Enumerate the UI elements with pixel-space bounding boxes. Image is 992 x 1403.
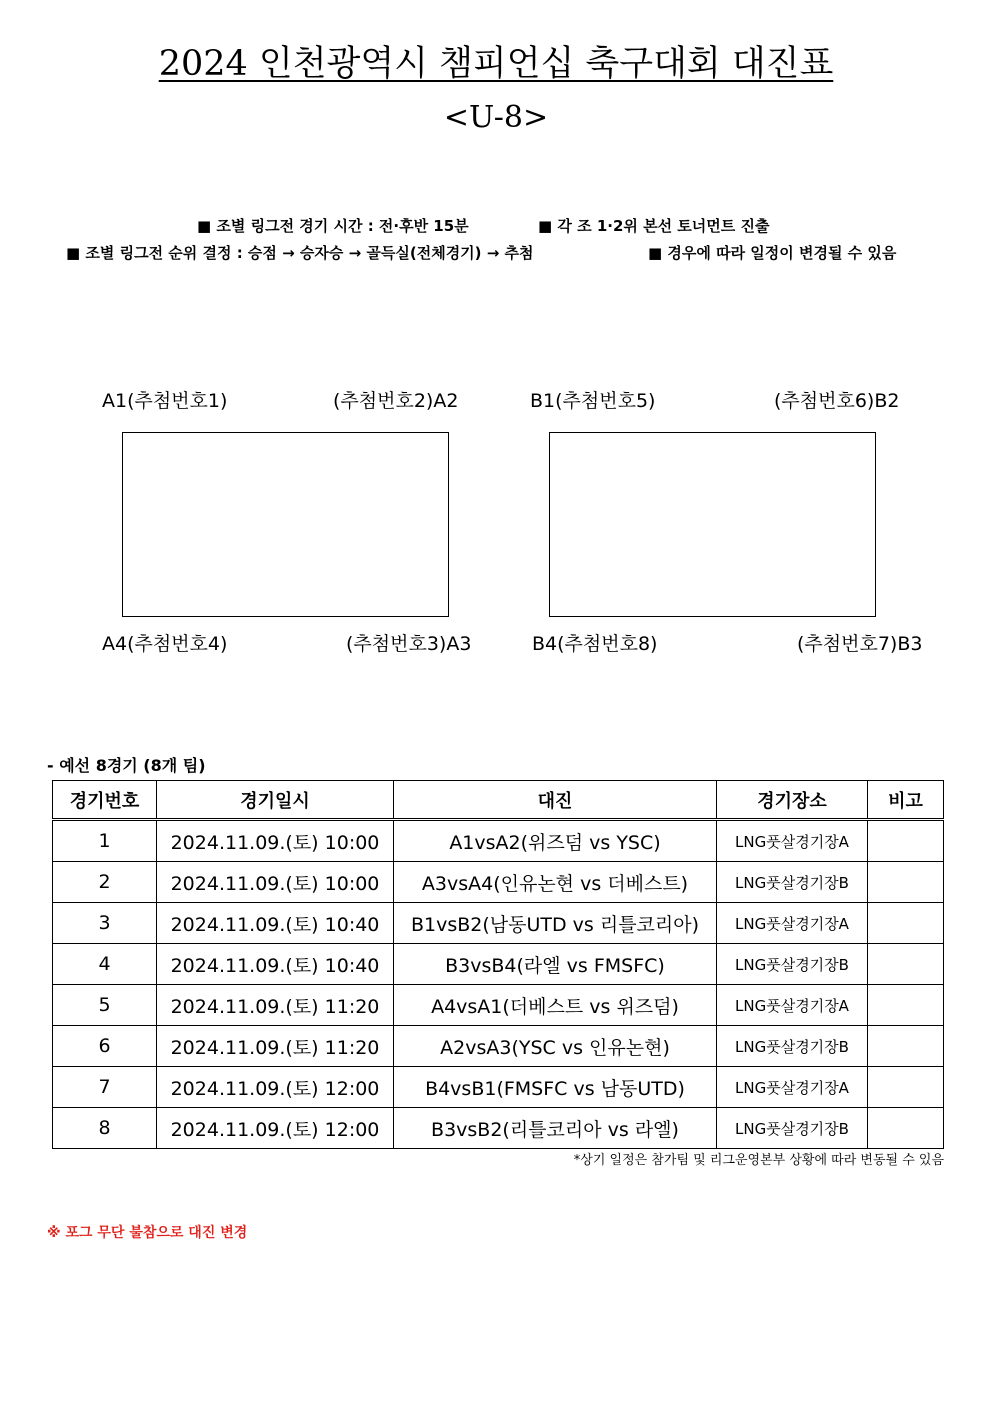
header-remarks: 비고 xyxy=(868,781,944,820)
remarks-cell xyxy=(868,985,944,1026)
forfeit-warning: ※ 포그 무단 불참으로 대진 변경 xyxy=(47,1225,248,1241)
page-subtitle: <U-8> xyxy=(443,100,549,135)
match-no-cell: 5 xyxy=(53,985,157,1026)
datetime-cell: 2024.11.09.(토) 10:00 xyxy=(157,862,394,903)
schedule-table xyxy=(52,780,944,1149)
venue-cell: LNG풋살경기장B xyxy=(717,1026,868,1067)
table-header-row xyxy=(53,781,944,820)
group-a-slot-a3: (추첨번호3)A3 xyxy=(346,633,472,655)
matchup-cell: A3vsA4(인유논현 vs 더베스트) xyxy=(394,862,717,903)
matchup-cell: B4vsB1(FMSFC vs 남동UTD) xyxy=(394,1067,717,1108)
header-match-no: 경기번호 xyxy=(53,781,157,820)
table-row xyxy=(53,862,944,903)
venue-cell: LNG풋살경기장A xyxy=(717,903,868,944)
group-b-slot-b3: (추첨번호7)B3 xyxy=(797,633,923,655)
group-a-box xyxy=(122,432,449,617)
match-no-cell: 3 xyxy=(53,903,157,944)
matchup-cell: A1vsA2(위즈덤 vs YSC) xyxy=(394,820,717,862)
match-no-cell: 4 xyxy=(53,944,157,985)
venue-cell: LNG풋살경기장A xyxy=(717,985,868,1026)
page-title: 2024 인천광역시 챔피언십 축구대회 대진표 xyxy=(158,44,834,84)
venue-cell: LNG풋살경기장B xyxy=(717,862,868,903)
venue-cell: LNG풋살경기장B xyxy=(717,944,868,985)
table-row xyxy=(53,1067,944,1108)
remarks-cell xyxy=(868,1067,944,1108)
match-no-cell: 1 xyxy=(53,820,157,862)
match-no-cell: 2 xyxy=(53,862,157,903)
header-venue: 경기장소 xyxy=(717,781,868,820)
datetime-cell: 2024.11.09.(토) 10:40 xyxy=(157,944,394,985)
schedule-section-label: - 예선 8경기 (8개 팀) xyxy=(47,756,206,775)
remarks-cell xyxy=(868,903,944,944)
matchup-cell: B1vsB2(남동UTD vs 리틀코리아) xyxy=(394,903,717,944)
datetime-cell: 2024.11.09.(토) 12:00 xyxy=(157,1108,394,1149)
table-row xyxy=(53,985,944,1026)
schedule-footnote: *상기 일정은 참가팀 및 리그운영본부 상황에 따라 변동될 수 있음 xyxy=(573,1153,944,1168)
datetime-cell: 2024.11.09.(토) 10:40 xyxy=(157,903,394,944)
header-matchup: 대진 xyxy=(394,781,717,820)
rule-ranking: ■ 조별 링그전 순위 결정 : 승점 → 승자승 → 골득실(전체경기) → 추첨 xyxy=(66,244,534,262)
venue-cell: LNG풋살경기장B xyxy=(717,1108,868,1149)
matchup-cell: B3vsB2(리틀코리아 vs 라엘) xyxy=(394,1108,717,1149)
matchup-cell: A2vsA3(YSC vs 인유논현) xyxy=(394,1026,717,1067)
remarks-cell xyxy=(868,820,944,862)
group-a-slot-a1: A1(추첨번호1) xyxy=(102,390,228,412)
group-b-slot-b4: B4(추첨번호8) xyxy=(532,633,658,655)
remarks-cell xyxy=(868,1026,944,1067)
match-no-cell: 6 xyxy=(53,1026,157,1067)
table-row xyxy=(53,1026,944,1067)
datetime-cell: 2024.11.09.(토) 10:00 xyxy=(157,820,394,862)
group-b-box xyxy=(549,432,876,617)
matchup-cell: B3vsB4(라엘 vs FMSFC) xyxy=(394,944,717,985)
datetime-cell: 2024.11.09.(토) 11:20 xyxy=(157,985,394,1026)
venue-cell: LNG풋살경기장A xyxy=(717,820,868,862)
table-row xyxy=(53,1108,944,1149)
group-a-slot-a4: A4(추첨번호4) xyxy=(102,633,228,655)
match-no-cell: 8 xyxy=(53,1108,157,1149)
remarks-cell xyxy=(868,862,944,903)
rule-schedule-change: ■ 경우에 따라 일정이 변경될 수 있음 xyxy=(648,244,897,262)
rule-advance: ■ 각 조 1·2위 본선 토너먼트 진출 xyxy=(538,217,770,235)
remarks-cell xyxy=(868,1108,944,1149)
rule-match-time: ■ 조별 링그전 경기 시간 : 전·후반 15분 xyxy=(197,217,469,235)
group-a-slot-a2: (추첨번호2)A2 xyxy=(333,390,459,412)
group-b-slot-b2: (추첨번호6)B2 xyxy=(774,390,900,412)
table-row xyxy=(53,820,944,862)
matchup-cell: A4vsA1(더베스트 vs 위즈덤) xyxy=(394,985,717,1026)
venue-cell: LNG풋살경기장A xyxy=(717,1067,868,1108)
datetime-cell: 2024.11.09.(토) 12:00 xyxy=(157,1067,394,1108)
table-row xyxy=(53,944,944,985)
datetime-cell: 2024.11.09.(토) 11:20 xyxy=(157,1026,394,1067)
header-datetime: 경기일시 xyxy=(157,781,394,820)
group-b-slot-b1: B1(추첨번호5) xyxy=(530,390,656,412)
table-row xyxy=(53,903,944,944)
remarks-cell xyxy=(868,944,944,985)
match-no-cell: 7 xyxy=(53,1067,157,1108)
